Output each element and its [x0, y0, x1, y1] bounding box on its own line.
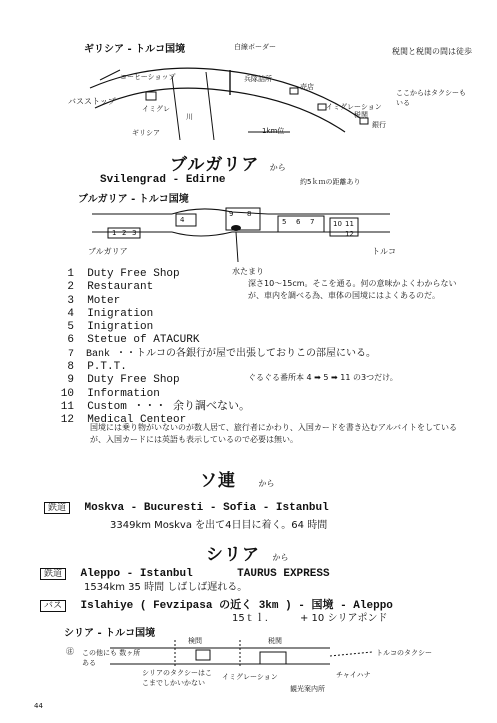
box-label-10: 10 — [333, 220, 342, 228]
box-label-1: 1 — [112, 229, 117, 237]
water-note: 深さ10～15cm。そこを通る。何の意味かよくわからないが、車内を調べる為、車体の国境にはよくあるのだ。 — [248, 279, 457, 300]
facility-item: 3 Moter — [67, 294, 121, 307]
greece-border-title: ギリシア - トルコ国境 — [84, 44, 186, 55]
facility-item: 12 Medical Centeor — [60, 414, 187, 427]
kiosk-label: 売店 — [300, 83, 314, 91]
turkey-side-label: トルコ — [372, 247, 396, 256]
bulgaria-note: 国境には乗り物がいないのが数人居て、旅行者にかわり、入国カードを書き込むアルバイトをしているが、入国カードには英語も表示しているので必要は無い。 — [90, 423, 457, 444]
syria-rail-train: TAURUS EXPRESS — [237, 568, 330, 580]
syria-bus-route: Islahiye ( Fevzipasa の近く 3km ) - 国境 - Aleppo — [80, 600, 393, 612]
ussr-from: から — [258, 479, 275, 488]
sy-checkpoint — [196, 650, 210, 660]
facility-item: 9 Duty Free Shop — [67, 374, 180, 387]
taxi-label: ここからはタクシーもいる — [396, 89, 466, 107]
distance-label: 1km位 — [262, 127, 285, 135]
syria-from: から — [272, 553, 289, 562]
syria-turkish-taxi-label: トルコのタクシー — [376, 649, 432, 657]
river-line-left — [172, 76, 180, 140]
greek-side-label: ギリシア — [132, 129, 160, 137]
box-label-2: 2 — [122, 229, 127, 237]
box-label-6: 6 — [296, 218, 301, 226]
bulgaria-heading-row — [170, 150, 286, 175]
box-4-frame — [176, 214, 196, 226]
ussr-heading-row — [200, 466, 274, 491]
facility-item: 1 Duty Free Shop — [67, 268, 180, 280]
soldiers-label: 兵隊詰所 — [244, 75, 272, 83]
sy-taxi-pointer — [330, 652, 372, 656]
bulgaria-heading: ブルガリア — [170, 155, 260, 175]
ussr-heading: ソ連 — [200, 471, 236, 491]
coffee-shop-label: コーヒーショップ — [120, 73, 176, 81]
turkish-imm-label: イミグレーション — [326, 103, 382, 111]
bus-stop-label: バスストップ — [68, 97, 116, 106]
syria-imm-label: イミグレーション — [222, 673, 278, 681]
syria-check-label: 観光案内所 — [290, 685, 325, 693]
water-pointer — [236, 232, 238, 262]
syria-mark: ㊟ — [66, 647, 74, 656]
bulgaria-border-title: ブルガリア - トルコ国境 — [78, 194, 189, 205]
box-label-3: 3 — [132, 229, 137, 237]
box-label-5: 5 — [282, 218, 287, 226]
bulgaria-route: Svilengrad - Edirne — [100, 174, 226, 186]
syria-bus-fare-1: 15ｔｌ. — [232, 613, 268, 624]
bg-road-bottom-mid — [172, 232, 268, 236]
facility-item: 10 Information — [60, 387, 160, 400]
greece-note: 税関と税関の間は徒歩 — [392, 47, 472, 56]
box-label-7: 7 — [310, 218, 315, 226]
imm-box — [318, 104, 326, 110]
syria-heading: シリア — [206, 545, 260, 565]
bulgaria-route-note: 約5ｋｍの距離あり — [300, 178, 361, 186]
facility-item: 6 Stetue of ATACURK — [67, 334, 200, 347]
white-border-label: 白線ボーダー — [234, 43, 276, 51]
coffee-shop-box — [146, 92, 156, 100]
box-label-9: 9 — [229, 210, 234, 218]
order-note: ぐるぐる番所本 4 ➡ 5 ➡ 11 の3つだけ。 — [248, 373, 398, 382]
box-label-11: 11 — [345, 220, 354, 228]
facility-item: 11 Custom ・・・ 余り調べない。 — [60, 400, 251, 413]
river-label: 川 — [186, 113, 193, 121]
box-label-4: 4 — [180, 216, 185, 224]
bulgaria-side-label: ブルガリア — [88, 247, 128, 256]
syria-rail-route: Aleppo - Istanbul — [80, 568, 193, 580]
syria-bridge-label: 検問 — [188, 637, 202, 645]
river-line-right — [206, 72, 214, 140]
syria-syrian-taxi-label: シリアのタクシーはここまでしかいかない — [142, 669, 212, 687]
page-number: 44 — [34, 702, 43, 710]
box-label-12: 12 — [345, 230, 354, 238]
greek-bridge-label: イミグレ — [142, 105, 170, 113]
ussr-detail: 3349km Moskva を出て4日目に着く。64 時間 — [110, 520, 328, 531]
ussr-rail-tag: 鉄道 — [44, 502, 70, 514]
syria-rail-detail: 1534km 35 時間 しばしば遅れる。 — [84, 582, 248, 593]
facility-item: 8 P.T.T. — [67, 361, 127, 374]
syria-bus-fare-2: + 10 シリアポンド — [300, 613, 388, 624]
facility-item: 5 Inigration — [67, 321, 154, 334]
water-label: 水たまり — [232, 267, 264, 276]
bulgaria-from: から — [269, 163, 286, 172]
facility-item: 2 Restaurant — [67, 281, 154, 294]
syria-border-title: シリア - トルコ国境 — [64, 628, 156, 639]
syria-tea-label: チャイハナ — [336, 671, 371, 679]
sy-customs-box — [260, 652, 286, 664]
bank-label: 銀行 — [372, 121, 386, 129]
box-label-8: 8 — [247, 210, 252, 218]
water-puddle — [231, 225, 241, 231]
road-curve-inner — [95, 88, 345, 132]
kiosk-box — [290, 88, 298, 94]
facility-item: 4 Inigration — [67, 307, 154, 320]
ussr-route-row — [44, 497, 329, 515]
syria-bus-tag: バス — [40, 600, 66, 612]
syria-mark-text: この他にも 数ヶ所ある — [82, 649, 141, 667]
bg-road-top-mid — [172, 209, 268, 214]
facility-item: 7 Bank ・・トルコの各銀行が屋で出張しておりこの部屋にいる。 — [67, 348, 377, 360]
customs-label: 税関 — [354, 111, 368, 119]
ussr-route: Moskva - Bucuresti - Sofia - Istanbul — [84, 502, 329, 514]
syria-customs-label: 税関 — [268, 637, 282, 645]
syria-rail-tag: 鉄道 — [40, 568, 66, 580]
syria-heading-row — [206, 540, 288, 565]
